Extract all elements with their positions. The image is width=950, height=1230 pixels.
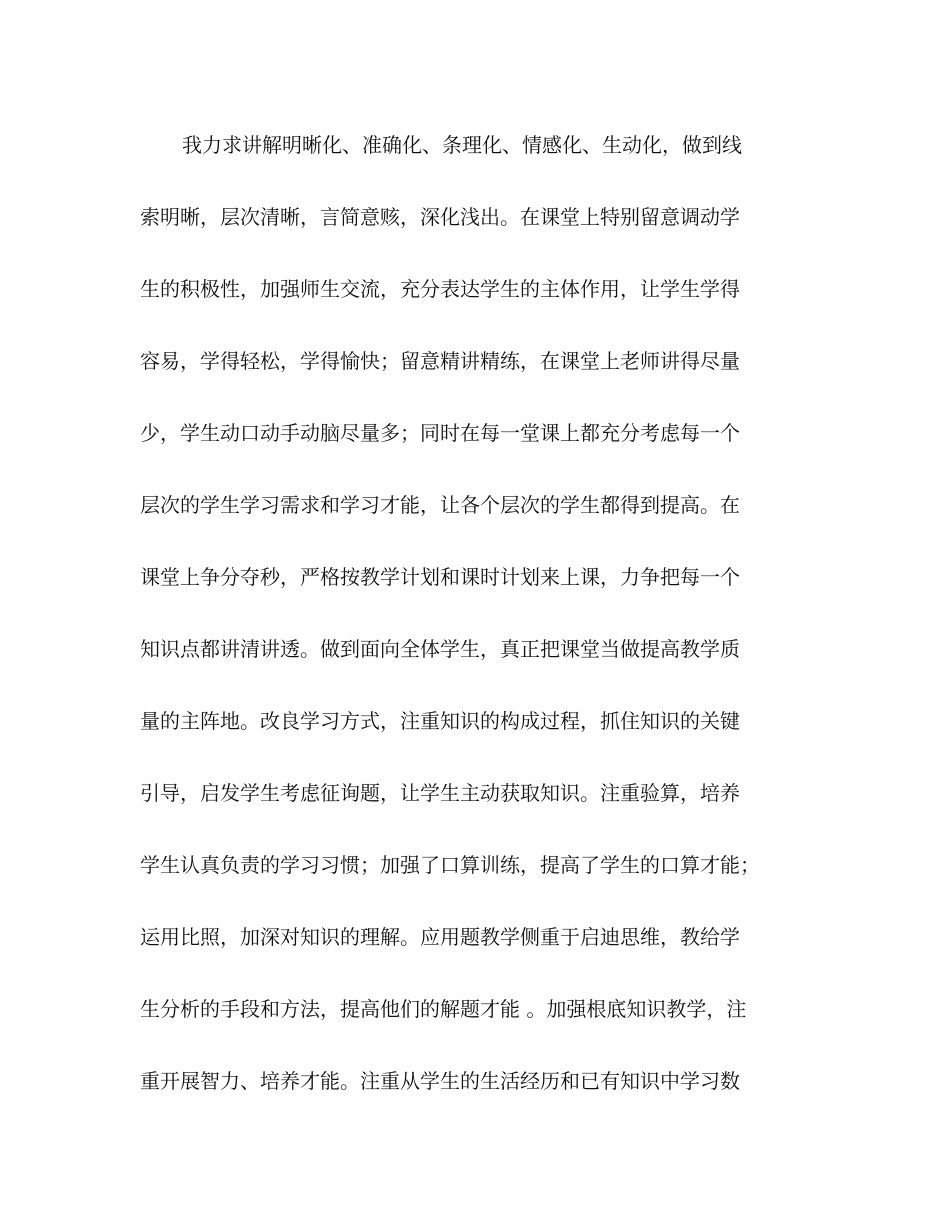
paragraph-line-1: 我力求讲解明晰化、准确化、条理化、情感化、生动化，做到线 [182, 133, 742, 157]
paragraph-line-13: 生分析的手段和方法，提高他们的解题才能 。加强根底知识教学，注 [140, 997, 747, 1021]
paragraph-line-7: 课堂上争分夺秒，严格按教学计划和课时计划来上课，力争把每一个 [140, 565, 740, 589]
paragraph-line-8: 知识点都讲清讲透。做到面向全体学生，真正把课堂当做提高教学质 [140, 637, 740, 661]
paragraph-line-2: 索明晰，层次清晰，言简意赅，深化浅出。在课堂上特别留意调动学 [140, 205, 740, 229]
paragraph-line-6: 层次的学生学习需求和学习才能，让各个层次的学生都得到提高。在 [140, 493, 740, 517]
paragraph-line-12: 运用比照，加深对知识的理解。应用题教学侧重于启迪思维，教给学 [140, 925, 740, 949]
paragraph-line-4: 容易，学得轻松，学得愉快；留意精讲精练，在课堂上老师讲得尽量 [140, 349, 740, 373]
paragraph-line-14: 重开展智力、培养才能。注重从学生的生活经历和已有知识中学习数 [140, 1069, 740, 1093]
paragraph-line-11: 学生认真负责的学习习惯；加强了口算训练，提高了学生的口算才能； [140, 853, 760, 877]
paragraph-line-9: 量的主阵地。改良学习方式，注重知识的构成过程，抓住知识的关键 [140, 709, 740, 733]
paragraph-line-5: 少，学生动口动手动脑尽量多；同时在每一堂课上都充分考虑每一个 [140, 421, 740, 445]
paragraph-line-10: 引导，启发学生考虑征询题，让学生主动获取知识。注重验算，培养 [140, 781, 740, 805]
paragraph-line-3: 生的积极性，加强师生交流，充分表达学生的主体作用，让学生学得 [140, 277, 740, 301]
